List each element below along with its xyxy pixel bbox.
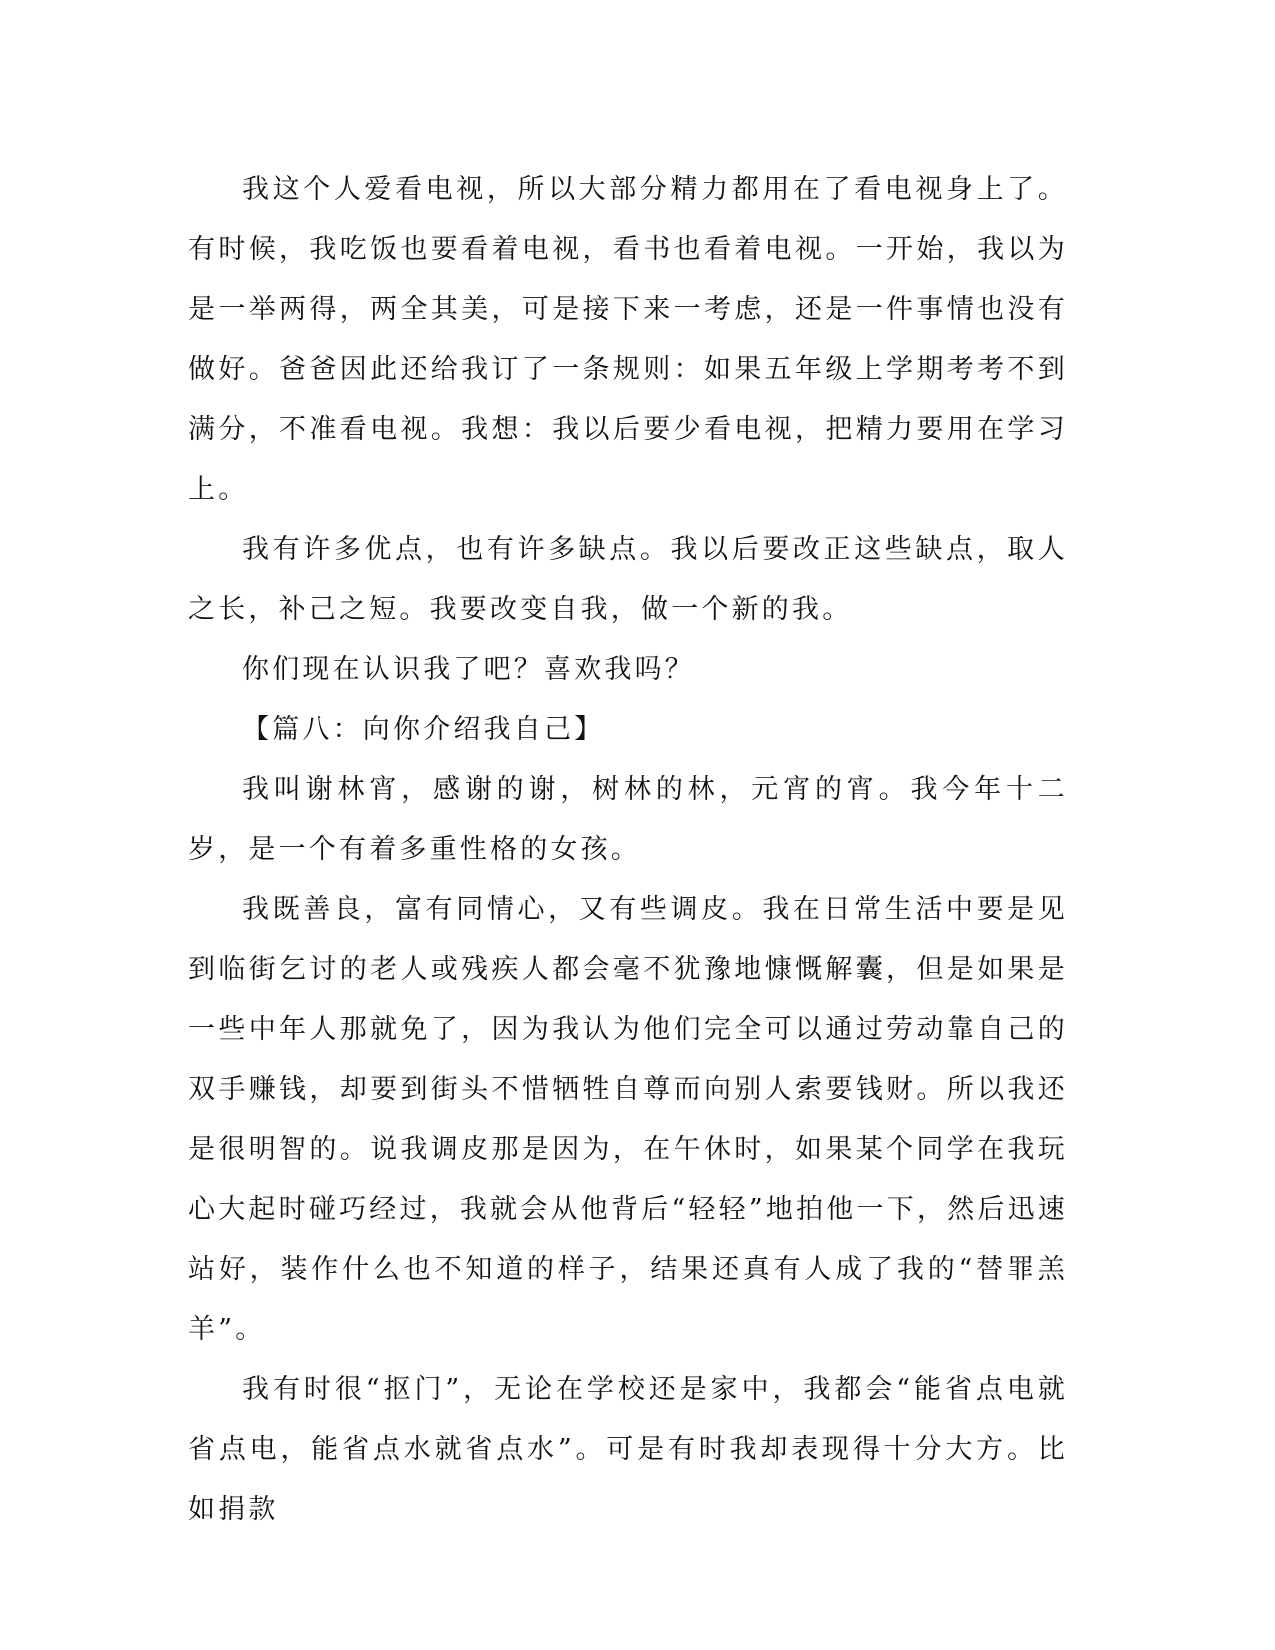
paragraph-tv-habit: 我这个人爱看电视，所以大部分精力都用在了看电视身上了。有时候，我吃饭也要看着电视，看书也看着电视。一开始，我以为是一举两得，两全其美，可是接下来一考虑，还是一件事情也没有做好。爸爸因此还给我订了一条规则：如果五年级上学期考考不到满分，不准看电视。我想：我以后要少看电视，把精力要用在学习上。 — [188, 174, 1068, 505]
paragraph-kind-and-playful: 我既善良，富有同情心，又有些调皮。我在日常生活中要是见到临街乞讨的老人或残疾人都会毫不犹豫地慷慨解囊，但是如果是一些中年人那就免了，因为我认为他们完全可以通过劳动靠自己的双手赚钱，却要到街头不惜牺牲自尊而向别人索要钱财。所以我还是很明智的。说我调皮那是因为，在午休时，如果某个同学在我玩心大起时碰巧经过，我就会从他背后“轻轻”地拍他一下，然后迅速站好，装作什么也不知道的样子，结果还真有人成了我的“替罪羔羊”。 — [188, 894, 1068, 1345]
document-body — [188, 160, 1068, 1540]
paragraph-frugal: 我有时很“抠门”，无论在学校还是家中，我都会“能省点电就省点电，能省点水就省点水”。可是有时我却表现得十分大方。比如捐款 — [188, 1374, 1068, 1525]
paragraph-self-intro: 我叫谢林宵，感谢的谢，树林的林，元宵的宵。我今年十二岁，是一个有着多重性格的女孩。 — [188, 774, 1068, 865]
paragraph-closing-question: 你们现在认识我了吧？喜欢我吗？ — [242, 654, 695, 685]
paragraph-strengths-weaknesses: 我有许多优点，也有许多缺点。我以后要改正这些缺点，取人之长，补己之短。我要改变自我，做一个新的我。 — [188, 534, 1068, 625]
section-heading: 【篇八：向你介绍我自己】 — [242, 714, 605, 745]
